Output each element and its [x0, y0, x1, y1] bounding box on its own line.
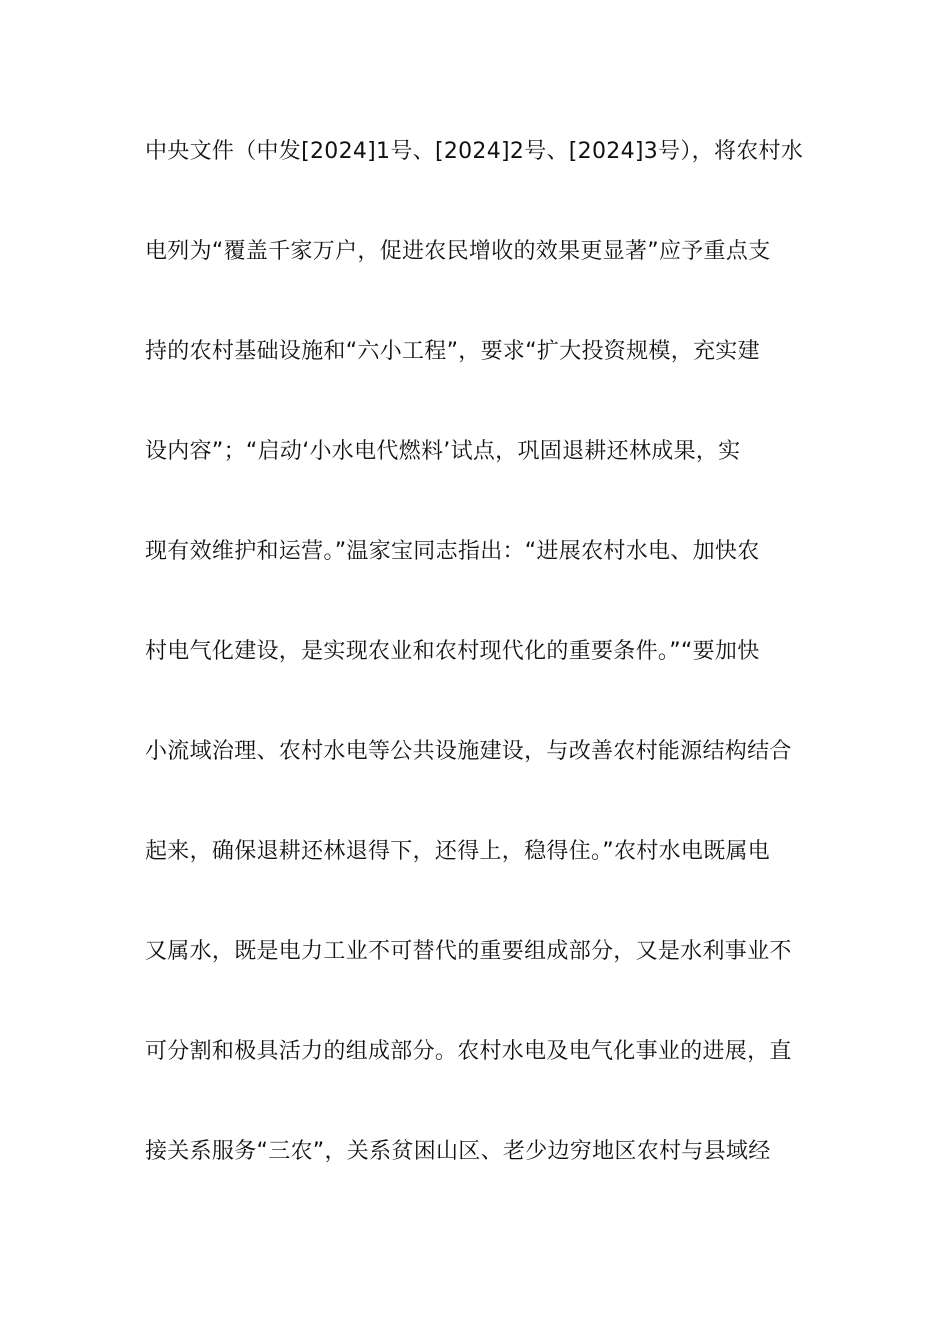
body-text	[145, 128, 810, 1228]
text-line: 小流域治理、农村水电等公共设施建设，与改善农村能源结构结合	[145, 739, 792, 764]
text-line: 起来，确保退耕还林退得下，还得上，稳得住。”农村水电既属电	[145, 839, 771, 864]
text-line: 接关系服务“三农”，关系贫困山区、老少边穷地区农村与县域经	[145, 1139, 771, 1164]
text-line: 中央文件（中发[2024]1号、[2024]2号、[2024]3号），将农村水	[145, 139, 804, 164]
text-line: 村电气化建设，是实现农业和农村现代化的重要条件。”“要加快	[145, 639, 760, 664]
text-line: 现有效维护和运营。”温家宝同志指出：“进展农村水电、加快农	[145, 539, 760, 564]
text-line: 又属水，既是电力工业不可替代的重要组成部分，又是水利事业不	[145, 939, 792, 964]
text-line: 可分割和极具活力的组成部分。农村水电及电气化事业的进展，直	[145, 1039, 792, 1064]
text-line: 持的农村基础设施和“六小工程”，要求“扩大投资规模，充实建	[145, 339, 760, 364]
text-line: 电列为“覆盖千家万户，促进农民增收的效果更显著”应予重点支	[145, 239, 771, 264]
text-line: 设内容”；“启动‘小水电代燃料’试点，巩固退耕还林成果，实	[145, 439, 741, 464]
